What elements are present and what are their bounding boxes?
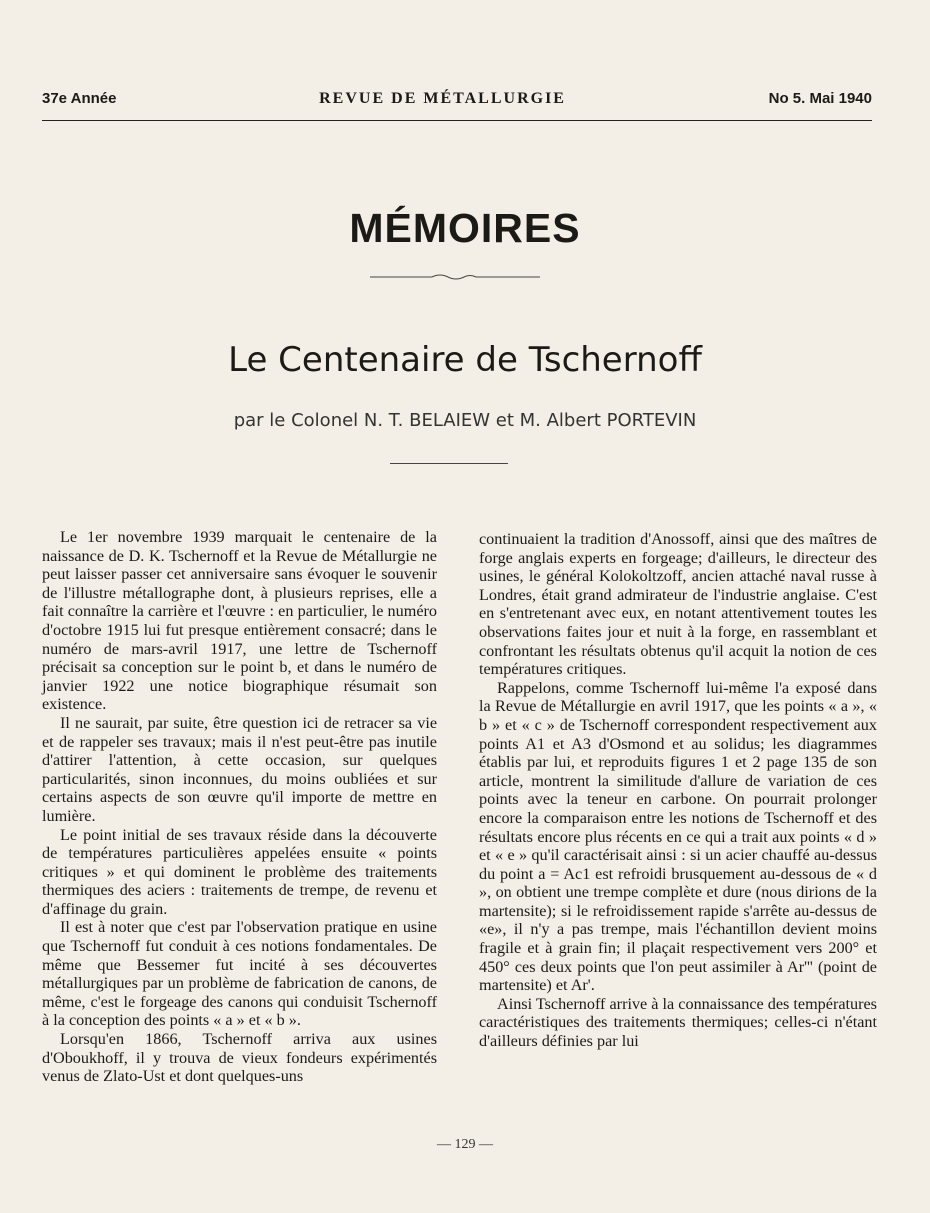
column-left xyxy=(42,528,437,1086)
paragraph: Le 1er novembre 1939 marquait le centenaire de la naissance de D. K. Tschernoff et la Revue de Métallurgie ne peut laisser passer cet anniversaire sans évoquer le souvenir de l'illustre métallographe dont, à plusieurs reprises, elle a fait connaître la carrière et l'œuvre : en particulier, le numéro d'octobre 1915 lui fut presque entièrement consacré; dans le numéro de mars-avril 1917, une lettre de Tschernoff précisait sa conception sur le point b, et dans le numéro de janvier 1922 une notice biographique résumait son existence. xyxy=(42,528,437,714)
issue-date: No 5. Mai 1940 xyxy=(768,90,872,107)
page-number: — 129 — xyxy=(437,1137,493,1152)
article-title: Le Centenaire de Tschernoff xyxy=(228,340,702,380)
paragraph: Le point initial de ses travaux réside dans la découverte de températures particulières appelées ensuite « points critiques » et qui dominent le problème des traitements thermiques des aciers : traitements de trempe, de revenu et d'affinage du grain. xyxy=(42,825,437,918)
volume-year: 37e Année xyxy=(42,90,117,107)
section-title: MÉMOIRES xyxy=(349,205,581,251)
paragraph: Ainsi Tschernoff arrive à la connaissance des températures caractéristiques des traitements thermiques; celles-ci n'étant d'ailleurs définies par lui xyxy=(479,994,877,1051)
paragraph: Rappelons, comme Tschernoff lui-même l'a exposé dans la Revue de Métallurgie en avril 1917, que les points « a », « b » et « c » de Tschernoff correspondent respectivement aux points A1 et A3 d'Osmond et au solidus; les diagrammes établis par lui, et reproduits figures 1 et 2 page 135 de son article, montrent la similitude d'allure de variation de ces points avec la teneur en carbone. On pourrait prolonger encore la comparaison entre les notions de Tschernoff et des résultats encore plus récents en ce qui a trait aux points « d » et « e » qu'il caractérisait ainsi : si un acier chauffé au-dessus du point a = Ac1 est refroidi brusquement au-dessous de « d », on obtient une trempe complète et dure (nous dirions de la martensite); si le refroidissement rapide s'arrête au-dessus de «e», il n'y a pas trempe, mais l'échantillon devient moins fragile et à grain fin; il plaçait respectivement vers 200° et 450° ces deux points que l'on peut assimiler à Ar''' (point de martensite) et Ar'. xyxy=(479,678,877,995)
title-rule xyxy=(390,463,508,464)
header-rule xyxy=(42,120,872,121)
ornament-divider-icon xyxy=(370,273,540,281)
journal-title: REVUE DE MÉTALLURGIE xyxy=(319,90,566,107)
running-header xyxy=(42,90,872,114)
byline: par le Colonel N. T. BELAIEW et M. Albert PORTEVIN xyxy=(233,410,697,431)
column-right xyxy=(479,530,877,1051)
paragraph: Il ne saurait, par suite, être question ici de retracer sa vie et de rappeler ses travaux; mais il n'est peut-être pas inutile d'attirer l'attention, à cette occasion, sur quelques particularités, sinon inconnues, du moins oubliées et sur certains aspects de son œuvre qu'il importe de mettre en lumière. xyxy=(42,713,437,825)
paragraph: Il est à noter que c'est par l'observation pratique en usine que Tschernoff fut conduit à ces notions fondamentales. De même que Bessemer fut incité à ses découvertes métallurgiques par un problème de fabrication de canons, de même, c'est le forgeage des canons qui conduisit Tschernoff à la conception des points « a » et « b ». xyxy=(42,918,437,1030)
paragraph: Lorsqu'en 1866, Tschernoff arriva aux usines d'Oboukhoff, il y trouva de vieux fondeurs expérimentés venus de Zlato-Ust et dont quelques-uns xyxy=(42,1030,437,1086)
paragraph: continuaient la tradition d'Anossoff, ainsi que des maîtres de forge anglais experts en forgeage; d'ailleurs, le directeur des usines, le général Kolokoltzoff, ancien attaché naval russe à Londres, était grand admirateur de l'industrie anglaise. C'est en s'entretenant avec eux, en notant attentivement toutes les observations faites jour et nuit à la forge, en rassemblant et confrontant les résultats obtenus qu'il acquit la notion de ces températures critiques. xyxy=(479,530,877,679)
